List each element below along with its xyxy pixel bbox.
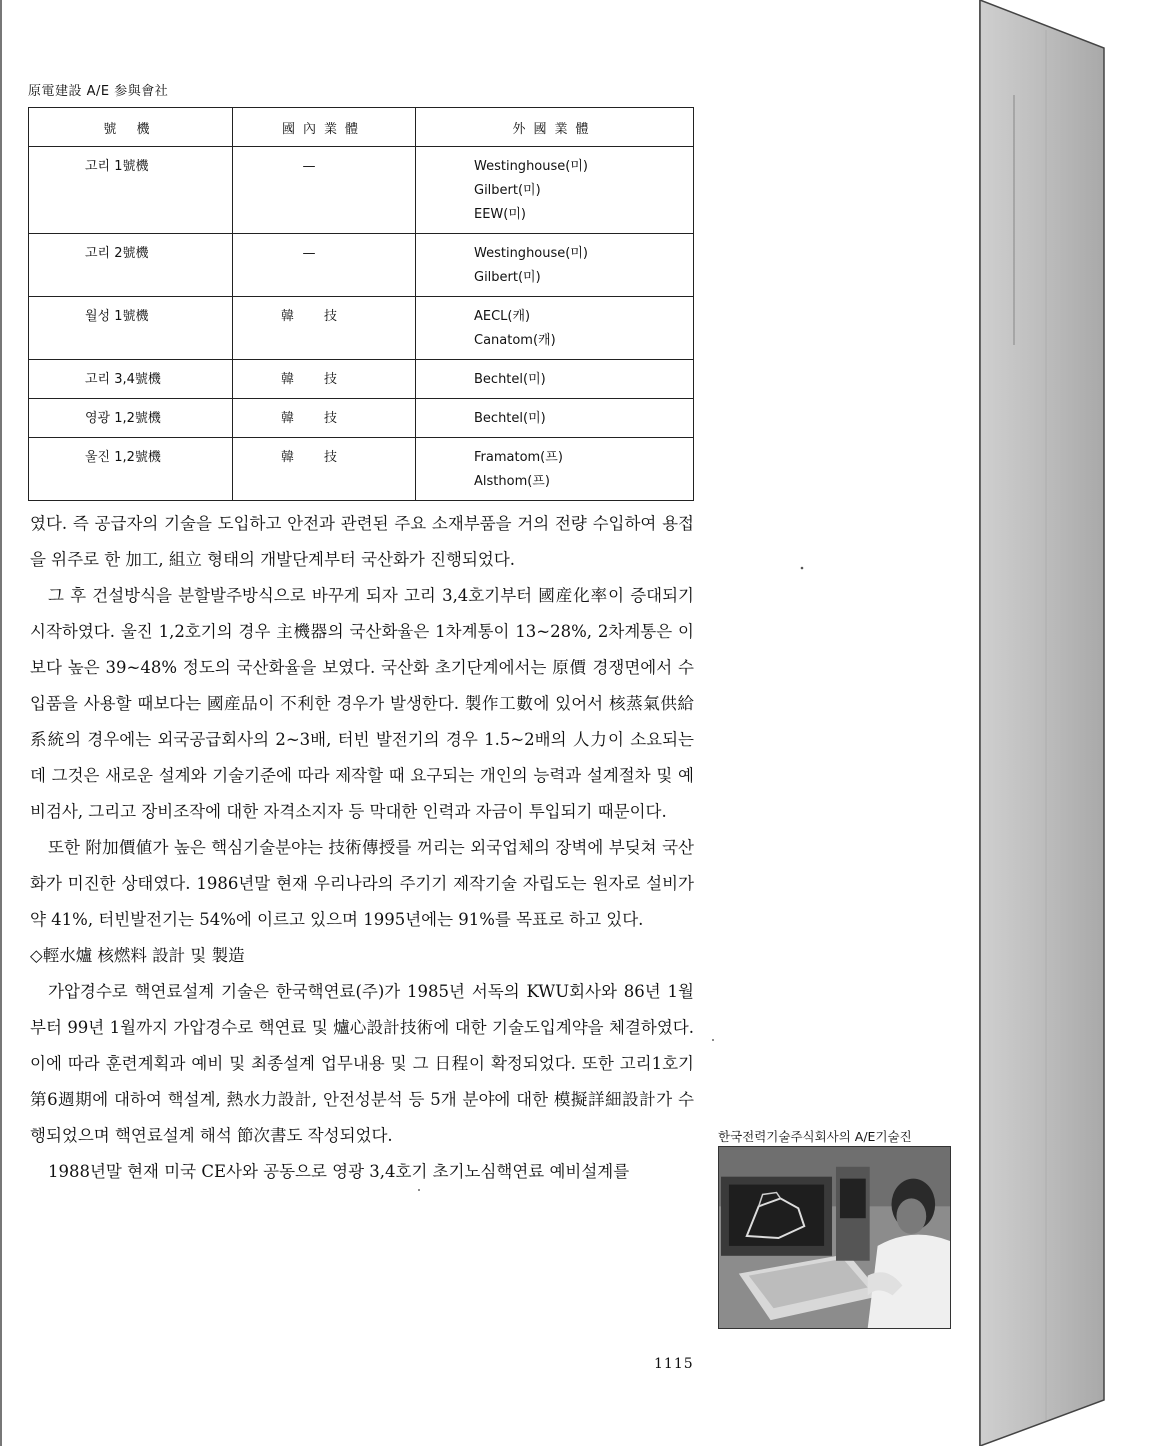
- cell-foreign: [416, 147, 694, 234]
- cell-domestic: 韓技: [233, 399, 416, 438]
- cell-domestic: 韓技: [233, 360, 416, 399]
- paragraph: 가압경수로 핵연료설계 기술은 한국핵연료(주)가 1985년 서독의 KWU회사와 86년 1월부터 99년 1월까지 가압경수로 핵연료 및 爐心設計技術에 대한 기술도입계약을 체결하였다. 이에 따라 훈련계획과 예비 및 최종설계 업무내용 및 그 日程이 확정되었다. 또한 고리1호기 第6週期에 대하여 핵설계, 熱水力設計, 안전성분석 등 5개 분야에 대한 模擬詳細設計가 수행되었으며 핵연료설계 해석 節次書도 작성되었다.: [30, 982, 694, 1145]
- cell-domestic: —: [233, 147, 416, 234]
- cell-unit: 고리 2號機: [29, 234, 233, 297]
- cell-domestic: —: [233, 234, 416, 297]
- table-caption: 原電建設 A/E 参與會社: [28, 84, 169, 99]
- foreign-company: Bechtel(미): [474, 372, 546, 387]
- cell-domestic: 韓技: [233, 438, 416, 501]
- foreign-company: Westinghouse(미): [474, 246, 588, 261]
- table-row: [29, 438, 694, 501]
- header-foreign: 外國業體: [416, 108, 694, 147]
- paragraph: 1988년말 현재 미국 CE사와 공동으로 영광 3,4호기 초기노심핵연료 예비설계를: [48, 1162, 630, 1181]
- table-header-row: [29, 108, 694, 147]
- table-row: [29, 297, 694, 360]
- paragraph: 였다. 즉 공급자의 기술을 도입하고 안전과 관련된 주요 소재부품을 거의 전량 수입하여 용접을 위주로 한 加工, 組立 형태의 개발단계부터 국산화가 진행되었다.: [30, 514, 694, 569]
- cell-foreign: [416, 399, 694, 438]
- table-row: [29, 147, 694, 234]
- cell-unit: 울진 1,2號機: [29, 438, 233, 501]
- table-row: [29, 234, 694, 297]
- body-text: [30, 506, 694, 1190]
- table-row: [29, 360, 694, 399]
- photo-caption: 한국전력기술주식회사의 A/E기술진: [718, 1129, 912, 1144]
- foreign-company: Framatom(프): [474, 450, 563, 465]
- foreign-company: Bechtel(미): [474, 411, 546, 426]
- table-row: [29, 399, 694, 438]
- foreign-company: AECL(캐): [474, 309, 531, 324]
- page-number: 1115: [654, 1356, 694, 1372]
- photo-engineer-at-computer-icon: [718, 1146, 951, 1329]
- foreign-company: Canatom(캐): [474, 333, 556, 348]
- cell-unit: 영광 1,2號機: [29, 399, 233, 438]
- cell-foreign: [416, 360, 694, 399]
- cell-unit: 월성 1號機: [29, 297, 233, 360]
- page-stack-edge: [978, 0, 1108, 1446]
- foreign-company: Alsthom(프): [474, 474, 550, 489]
- cell-domestic: 韓技: [233, 297, 416, 360]
- section-heading: ◇輕水爐 核燃料 設計 및 製造: [30, 946, 245, 965]
- cell-foreign: [416, 297, 694, 360]
- paragraph: 그 후 건설방식을 분할발주방식으로 바꾸게 되자 고리 3,4호기부터 國産化率이 증대되기 시작하였다. 울진 1,2호기의 경우 主機器의 국산화율은 1차계통이 13~28%, 2차계통은 이보다 높은 39~48% 정도의 국산화율을 보였다. 국산화 초기단계에서는 原價 경쟁면에서 수입품을 사용할 때보다는 國産品이 不利한 경우가 발생한다. 製作工數에 있어서 核蒸氣供給系統의 경우에는 외국공급회사의 2~3배, 터빈 발전기의 경우 1.5~2배의 人力이 소요되는데 그것은 새로운 설계와 기술기준에 따라 제작할 때 요구되는 개인의 능력과 설계절차 및 예비검사, 그리고 장비조작에 대한 자격소지자 등 막대한 인력과 자금이 투입되기 때문이다.: [30, 586, 694, 821]
- foreign-company: Gilbert(미): [474, 183, 541, 198]
- header-domestic: 國內業體: [233, 108, 416, 147]
- cell-foreign: [416, 438, 694, 501]
- foreign-company: EEW(미): [474, 207, 526, 222]
- cell-unit: 고리 3,4號機: [29, 360, 233, 399]
- foreign-company: Gilbert(미): [474, 270, 541, 285]
- header-unit: 號 機: [29, 108, 233, 147]
- ae-participants-table: [28, 107, 694, 501]
- cell-foreign: [416, 234, 694, 297]
- cell-unit: 고리 1號機: [29, 147, 233, 234]
- paragraph: 또한 附加價値가 높은 핵심기술분야는 技術傳授를 꺼리는 외국업체의 장벽에 부딪쳐 국산화가 미진한 상태였다. 1986년말 현재 우리나라의 주기기 제작기술 자립도는 원자로 설비가 약 41%, 터빈발전기는 54%에 이르고 있으며 1995년에는 91%를 목표로 하고 있다.: [30, 838, 694, 929]
- foreign-company: Westinghouse(미): [474, 159, 588, 174]
